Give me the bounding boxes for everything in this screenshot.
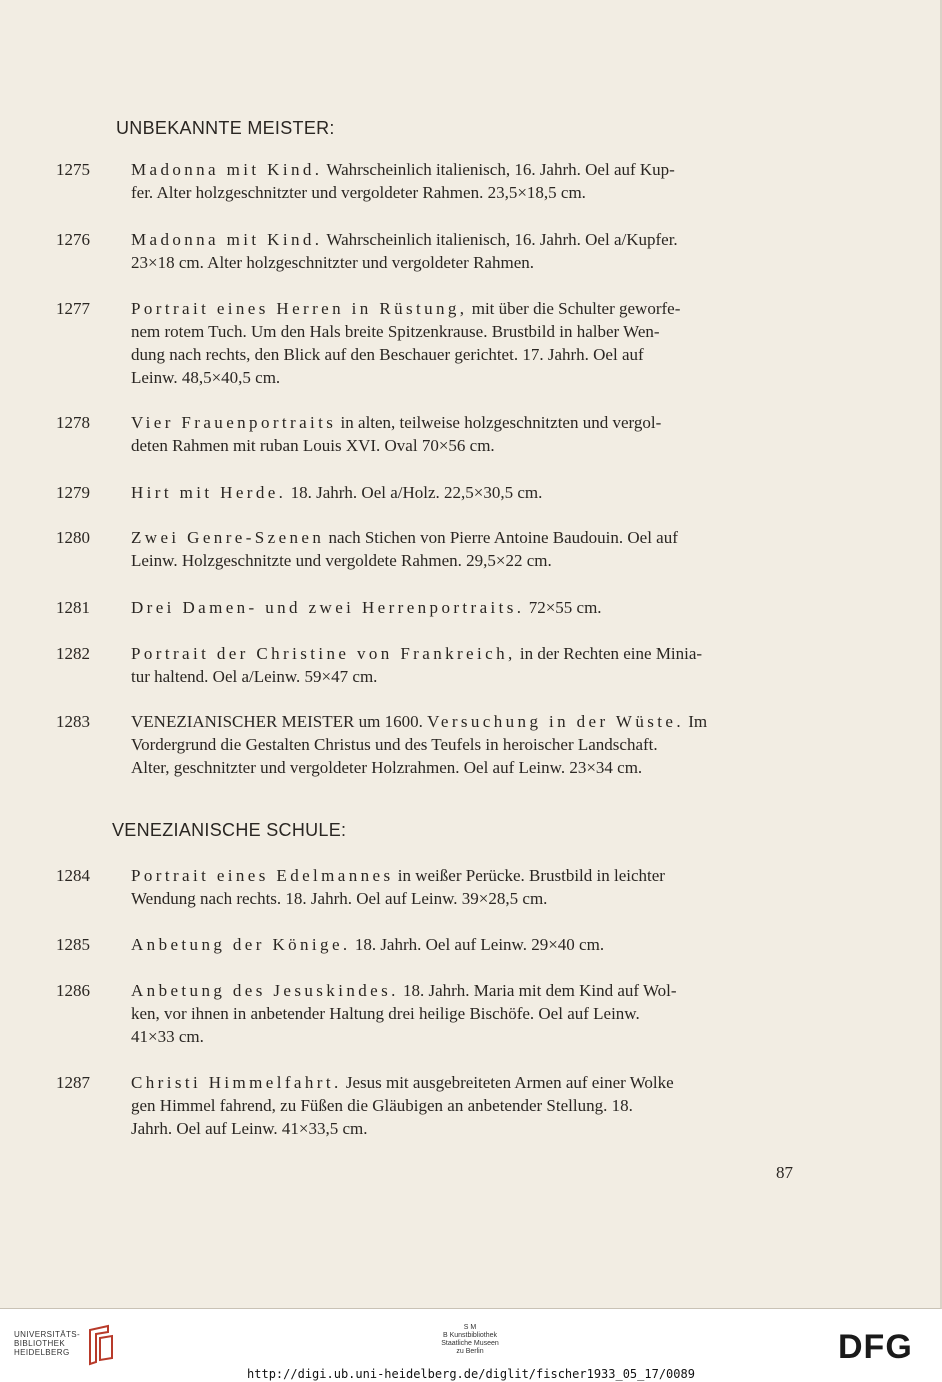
entry-text [131, 158, 797, 204]
entry-title: Anbetung der Könige. [131, 935, 351, 954]
entry-number: 1286 [56, 981, 90, 1000]
entry-title: Portrait eines Edelmannes [131, 866, 394, 885]
entry-line: 18. Jahrh. Maria mit dem Kind auf Wol- [402, 981, 677, 1000]
entry-line: Wendung nach rechts. 18. Jahrh. Oel auf Leinw. 39×28,5 cm. [131, 889, 548, 908]
section-heading-unbekannte-meister: UNBEKANNTE MEISTER: [116, 118, 335, 138]
entry-title: Madonna mit Kind. [131, 160, 323, 179]
entry-line: Wahrscheinlich italienisch, 16. Jahrh. Oel auf Kup- [326, 160, 675, 179]
entry-line: Alter, geschnitzter und vergoldeter Holzrahmen. Oel auf Leinw. 23×34 cm. [131, 758, 643, 777]
entry-number: 1278 [56, 413, 90, 432]
stamp-line: S M [463, 1324, 477, 1331]
entry-line: 41×33 cm. [131, 1027, 204, 1046]
stamp-line: Staatliche Museen [441, 1340, 499, 1347]
entry-number: 1279 [56, 483, 90, 502]
entry-line: in alten, teilweise holzgeschnitzten und vergol- [340, 413, 662, 432]
entry-number: 1280 [56, 528, 90, 547]
entry-title: Portrait der Christine von Frankreich, [131, 644, 516, 663]
entry-line: Wahrscheinlich italienisch, 16. Jahrh. Oel a/Kupfer. [326, 230, 678, 249]
university-line: UNIVERSITÄTS- [14, 1330, 81, 1339]
university-line: HEIDELBERG [14, 1348, 70, 1357]
entry-text [131, 864, 797, 910]
entry-line: 18. Jahrh. Oel a/Holz. 22,5×30,5 cm. [290, 483, 543, 502]
entry-title: Vier Frauenportraits [131, 413, 337, 432]
entry-text [131, 979, 797, 1048]
entry-line: Vordergrund die Gestalten Christus und des Teufels in heroischer Landschaft. [131, 735, 658, 754]
entry-text [131, 710, 797, 779]
entry-title: Anbetung des Jesuskindes. [131, 981, 399, 1000]
entry-text [131, 411, 797, 457]
entry-text [131, 481, 797, 504]
entry-line: deten Rahmen mit ruban Louis XVI. Oval 70×56 cm. [131, 436, 495, 455]
page-number: 87 [776, 1163, 793, 1182]
dfg-logo: DFG [838, 1328, 913, 1366]
entry-text [131, 297, 797, 389]
museum-stamp [400, 1324, 540, 1356]
entry-line: Jesus mit ausgebreiteten Armen auf einer Wolke [345, 1073, 674, 1092]
entry-line: Jahrh. Oel auf Leinw. 41×33,5 cm. [131, 1119, 368, 1138]
entry-title: Zwei Genre-Szenen [131, 528, 325, 547]
stamp-line: B Kunstbibliothek [442, 1332, 498, 1339]
entry-line: Leinw. 48,5×40,5 cm. [131, 368, 281, 387]
entry-text [131, 933, 797, 956]
entry-number: 1282 [56, 644, 90, 663]
entry-number: 1285 [56, 935, 90, 954]
entry-line: in weißer Perücke. Brustbild in leichter [397, 866, 665, 885]
entry-line: Leinw. Holzgeschnitzte und vergoldete Rahmen. 29,5×22 cm. [131, 551, 552, 570]
entry-line: Im [688, 712, 708, 731]
entry-line: in der Rechten eine Minia- [519, 644, 703, 663]
entry-title: Christi Himmelfahrt. [131, 1073, 342, 1092]
entry-line: 18. Jahrh. Oel auf Leinw. 29×40 cm. [354, 935, 605, 954]
entry-line: dung nach rechts, den Blick auf den Beschauer gerichtet. 17. Jahrh. Oel auf [131, 345, 644, 364]
section-heading-venezianische-schule: VENEZIANISCHE SCHULE: [112, 820, 347, 840]
entry-title: Versuchung in der Wüste. [427, 712, 684, 731]
entry-text [131, 526, 797, 572]
entry-line: tur haltend. Oel a/Leinw. 59×47 cm. [131, 667, 378, 686]
entry-text [131, 1071, 797, 1140]
entry-title: Drei Damen- und zwei Herrenportraits. [131, 598, 525, 617]
university-library-label [14, 1330, 80, 1357]
entry-prefix: VENEZIANISCHER MEISTER um 1600. [131, 712, 423, 731]
university-line: BIBLIOTHEK [14, 1339, 66, 1348]
entry-text [131, 642, 797, 688]
entry-number: 1284 [56, 866, 90, 885]
entry-line: ken, vor ihnen in anbetender Haltung drei heilige Bischöfe. Oel auf Leinw. [131, 1004, 640, 1023]
entry-number: 1283 [56, 712, 90, 731]
entry-number: 1275 [56, 160, 90, 179]
entry-number: 1287 [56, 1073, 90, 1092]
entry-line: 23×18 cm. Alter holzgeschnitzter und vergoldeter Rahmen. [131, 253, 534, 272]
viewer-footer [0, 1310, 942, 1382]
entry-line: fer. Alter holzgeschnitzter und vergoldeter Rahmen. 23,5×18,5 cm. [131, 183, 586, 202]
entry-line: gen Himmel fahrend, zu Füßen die Gläubigen an anbetender Stellung. 18. [131, 1096, 633, 1115]
university-logo-icon [86, 1324, 116, 1366]
entry-line: nem rotem Tuch. Um den Hals breite Spitzenkrause. Brustbild in halber Wen- [131, 322, 660, 341]
stamp-line: zu Berlin [456, 1348, 484, 1355]
entry-title: Hirt mit Herde. [131, 483, 287, 502]
entry-line: nach Stichen von Pierre Antoine Baudouin. Oel auf [328, 528, 678, 547]
entry-number: 1277 [56, 299, 90, 318]
entry-number: 1276 [56, 230, 90, 249]
entry-title: Madonna mit Kind. [131, 230, 323, 249]
entry-title: Portrait eines Herren in Rüstung, [131, 299, 468, 318]
entry-line: mit über die Schulter geworfe- [471, 299, 681, 318]
entry-line: 72×55 cm. [528, 598, 602, 617]
document-url-link[interactable]: http://digi.ub.uni-heidelberg.de/diglit/fischer1933_05_17/0089 [247, 1367, 695, 1381]
entry-text [131, 228, 797, 274]
entry-text [131, 596, 797, 619]
entry-number: 1281 [56, 598, 90, 617]
